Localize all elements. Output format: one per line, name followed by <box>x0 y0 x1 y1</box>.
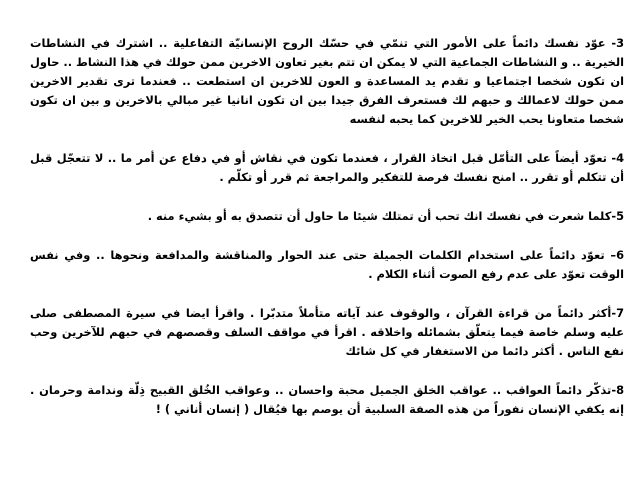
document-body <box>30 34 624 439</box>
paragraph-3 <box>30 34 624 129</box>
paragraph-7-text: 7-أكثر دائماً من قراءة القرآن ، والوقوف عند آياته متأملاً متدبّرا . واقرأ ايضا في سيرة المصطفى صلى عليه وسلم خاصة فيما يتعلّق بشمائله واخلاقه . اقرأ في مواقف السلف وقصصهم في حبهم للآخرين وحب نفع الناس . أكثر دائما من الاستغفار في كل شائك <box>30 306 624 358</box>
paragraph-4 <box>30 149 624 187</box>
paragraph-6 <box>30 246 624 284</box>
paragraph-6-text: 6– تعوّد دائماً على استخدام الكلمات الجميلة حتى عند الحوار والمناقشة والمدافعة ونحوها .. وفي نفس الوقت تعوّد على عدم رفع الصوت أثناء الكلام . <box>30 248 624 281</box>
paragraph-7 <box>30 304 624 361</box>
paragraph-8 <box>30 381 624 419</box>
paragraph-3-text: 3- عوّد نفسك دائماً على الأمور التي تنمّي في حسّك الروح الإنسانيّة التفاعلية .. اشترك في النشاطات الخيرية .. و النشاطات الجماعية التي لا يمكن ان تتم بغير تعاون الاخرين ممن حولك في هذا النشاط .. حاول ان تكون شخصا اجتماعيا و تقدم يد المساعدة و العون للاخرين ان استطعت .. فعندما ترى تقدير الاخرين ممن حولك لاعمالك و حبهم لك فستعرف الفرق جيدا بين ان تكون انانيا غير مبالي بالاخرين و بين ان تكون شخصا متعاونا يحب الخير للاخرين كما يحبه لنفسه <box>30 36 624 126</box>
paragraph-5-text: 5-كلما شعرت في نفسك انك تحب أن تمتلك شيئا ما حاول أن تتصدق به أو بشيء منه . <box>147 209 624 223</box>
paragraph-4-text: 4- تعوّد أيضاً على التأمّل قبل اتخاذ القرار ، فعندما تكون في نقاش أو في دفاع عن أمر ما .. لا تتعجّل قبل أن تتكلم أو تقرر .. امنح نفسك فرصة للتفكير والمراجعة ثم قرر أو تكلّم . <box>30 151 624 184</box>
paragraph-5 <box>30 207 624 226</box>
paragraph-8-text: 8-تذكّر دائماً العواقب .. عواقب الخلق الجميل محبة واحسان .. وعواقب الخُلق القبيح ذِلّة وندامة وحرمان . إنه يكفي الإنسان نفوراً من هذه الصفة السلبية أن يوصم بها فيُقال ( إنسان أناني ) ! <box>30 383 624 416</box>
